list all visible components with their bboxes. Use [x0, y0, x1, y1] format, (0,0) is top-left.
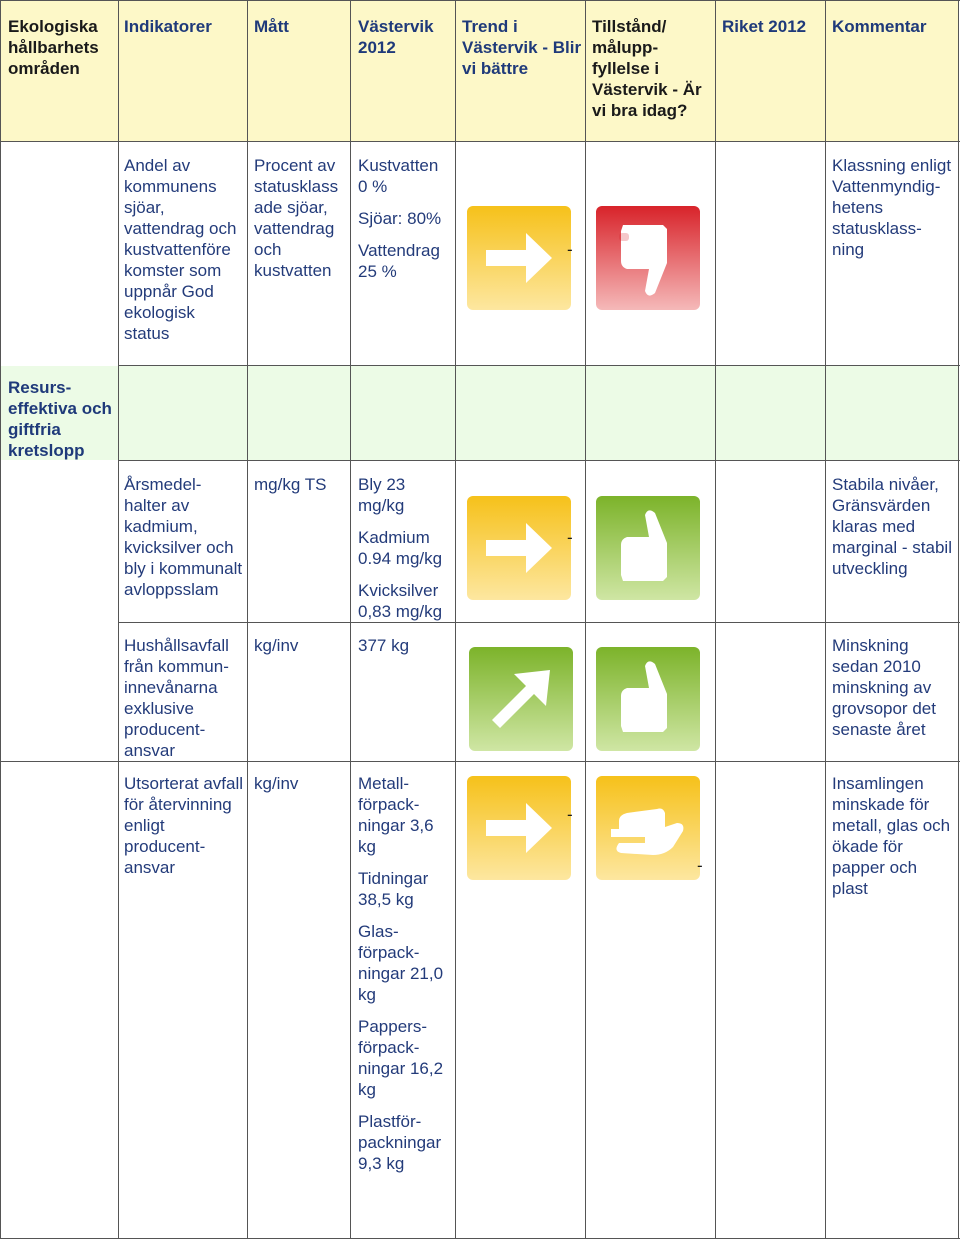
header-status: Tillstånd/ målupp- fyllelse i Västervik - Är vi bra idag?: [592, 17, 702, 120]
row-2-values: [358, 474, 452, 633]
arrow-up-right-icon: [466, 644, 576, 754]
grid-line: [247, 0, 248, 1239]
section-background: [1, 366, 959, 460]
row-1-indicator: Andel av kommunens sjöar, vattendrag och kustvattenföre komster som uppnår God ekologisk status: [124, 156, 237, 343]
grid-line: [119, 460, 960, 461]
row-2-comment: Stabila nivåer, Gränsvärden klaras med marginal - stabil utveckling: [832, 475, 952, 578]
grid-line: [825, 0, 826, 1239]
row-3-values: [358, 635, 452, 667]
row-4-indicator: Utsorterat avfall för återvinning enligt producent- ansvar: [124, 774, 244, 877]
row-2-value: Kvicksilver 0,83 mg/kg: [358, 581, 443, 621]
grid-line: [119, 365, 960, 366]
header-measure: Mått: [254, 17, 289, 36]
row-1-value: Vattendrag 25 %: [358, 241, 440, 281]
grid-line: [0, 761, 960, 762]
header-vastervik-2012: Västervik 2012: [358, 17, 434, 57]
row-1-measure: Procent av statusklass ade sjöar, vattendrag och kustvatten: [254, 156, 339, 280]
thumbs-down-icon: [593, 203, 703, 313]
row-4-value: Plastför- packningar 9,3 kg: [358, 1112, 442, 1173]
row-1-value: Kustvatten 0 %: [358, 156, 439, 196]
header-comment: Kommentar: [832, 17, 927, 36]
row-1-values: [358, 155, 452, 293]
thumbs-up-icon: [593, 493, 703, 603]
row-1-value: Sjöar: 80%: [358, 209, 442, 228]
grid-line: [119, 622, 960, 623]
grid-line: [118, 0, 119, 1239]
row-4-value: Pappers- förpack- ningar 16,2 kg: [358, 1017, 444, 1099]
section-label: Resurs- effektiva och giftfria kretslopp: [8, 378, 112, 460]
row-4-value: Glas- förpack- ningar 21,0 kg: [358, 922, 444, 1004]
grid-line: [958, 0, 959, 1239]
status-dash: -: [697, 856, 703, 875]
row-4-value: Metall- förpack- ningar 3,6 kg: [358, 774, 434, 856]
grid-line: [585, 0, 586, 1239]
header-riket: Riket 2012: [722, 17, 807, 36]
arrow-right-icon: [464, 203, 574, 313]
flat-hand-icon: [593, 773, 703, 883]
grid-line: [350, 0, 351, 1239]
thumbs-up-icon: [593, 644, 703, 754]
grid-line: [0, 0, 960, 1]
trend-dash: -: [567, 805, 573, 824]
row-2-value: Bly 23 mg/kg: [358, 475, 406, 515]
grid-line: [0, 141, 960, 142]
row-3-comment: Minskning sedan 2010 minskning av grovsopor det senaste året: [832, 636, 936, 739]
grid-line: [715, 0, 716, 1239]
row-1-comment: Klassning enligt Vattenmyndig- hetens statusklass- ning: [832, 156, 952, 259]
header-indicators: Indikatorer: [124, 17, 212, 36]
row-2-measure: mg/kg TS: [254, 475, 327, 494]
row-3-indicator: Hushållsavfall från kommun- innevånarna exklusive producent- ansvar: [124, 636, 229, 760]
row-2-indicator: Årsmedel- halter av kadmium, kvicksilver och bly i kommunalt avloppsslam: [124, 475, 243, 599]
arrow-right-icon: [464, 493, 574, 603]
row-3-value: 377 kg: [358, 636, 410, 655]
row-4-values: [358, 773, 452, 1185]
trend-dash: -: [567, 528, 573, 547]
header-trend: Trend i Västervik - Blir vi bättre: [462, 17, 582, 78]
row-4-value: Tidningar 38,5 kg: [358, 869, 429, 909]
arrow-right-icon: [464, 773, 574, 883]
row-3-measure: kg/inv: [254, 636, 299, 655]
grid-line: [0, 1238, 960, 1239]
grid-line: [0, 0, 1, 1239]
grid-line: [455, 0, 456, 1239]
trend-dash: -: [567, 240, 573, 259]
row-4-measure: kg/inv: [254, 774, 299, 793]
header-area: Ekologiska hållbarhets områden: [8, 17, 99, 78]
row-2-value: Kadmium 0.94 mg/kg: [358, 528, 443, 568]
row-4-comment: Insamlingen minskade för metall, glas och ökade för papper och plast: [832, 774, 951, 898]
